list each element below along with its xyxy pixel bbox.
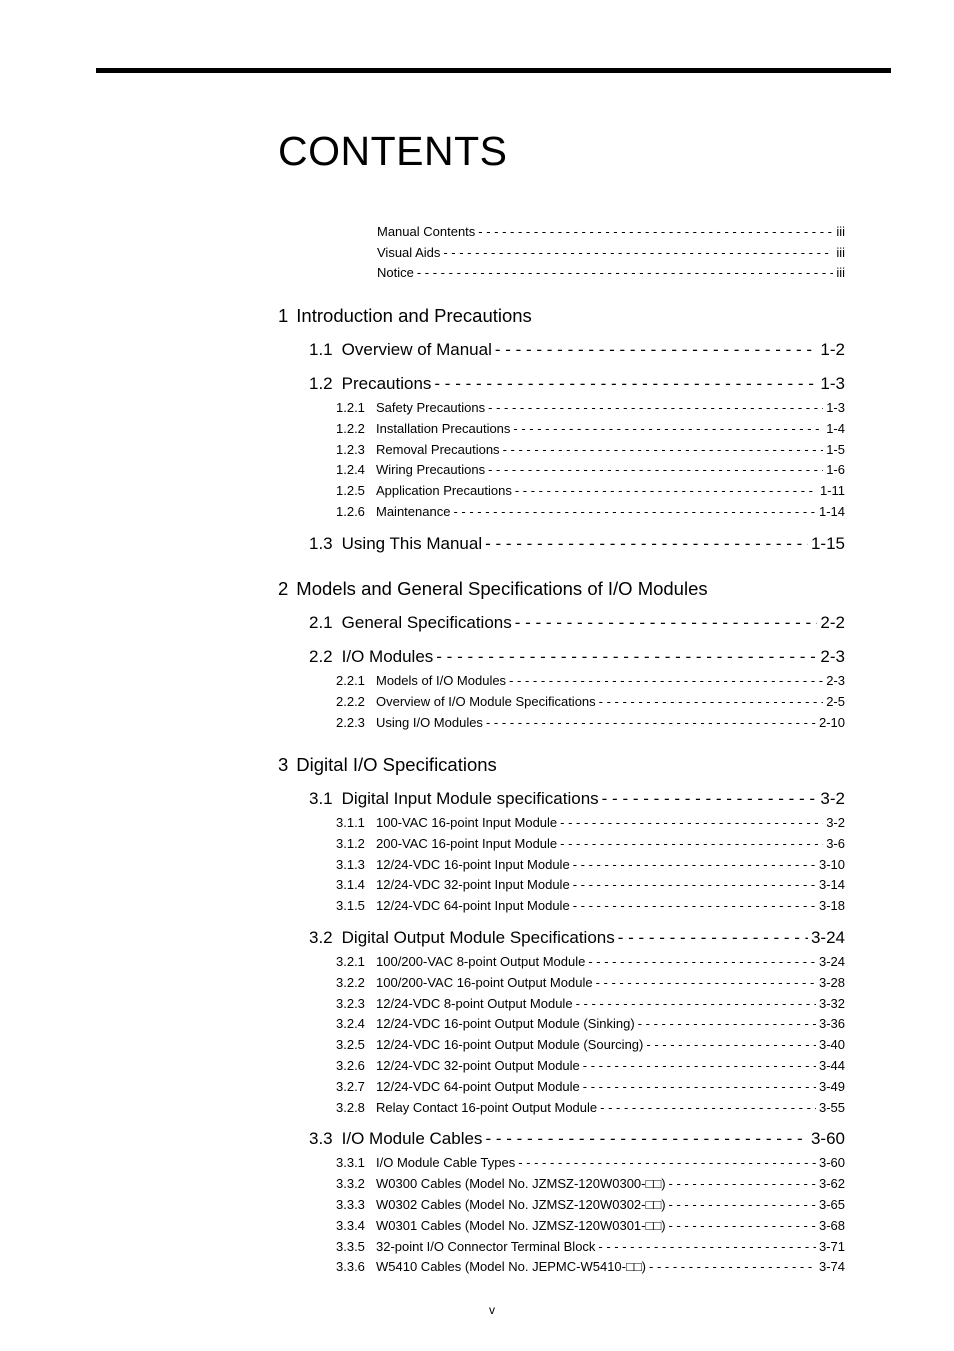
entry-page: 3-55: [818, 1099, 845, 1115]
dot-leader: [485, 534, 808, 554]
dot-leader: [573, 898, 816, 913]
entry-number: 1.2.2: [336, 420, 365, 436]
entry-page: 3-36: [818, 1016, 845, 1032]
entry-number: 2.2.3: [336, 714, 365, 730]
entry-title: Manual Contents: [377, 224, 476, 239]
dot-leader: [583, 1079, 816, 1094]
subsection-entry[interactable]: [336, 673, 845, 688]
entry-page: 3-74: [818, 1259, 845, 1275]
entry-page: 3-65: [818, 1197, 845, 1212]
entry-number: 3.3.1: [336, 1155, 365, 1171]
entry-number: 3.2: [309, 928, 333, 947]
dot-leader: [503, 442, 824, 457]
entry-page: 3-24: [810, 928, 845, 947]
subsection-entry[interactable]: [336, 1079, 845, 1094]
front-matter-entry[interactable]: [377, 245, 845, 260]
chapter-title: Introduction and Precautions: [296, 305, 532, 326]
entry-title: Precautions: [341, 374, 432, 393]
subsection-entry[interactable]: [336, 1058, 845, 1073]
entry-title: Overview of I/O Module Specifications: [376, 693, 596, 709]
entry-page: 1-15: [810, 533, 845, 553]
entry-page: 2-10: [818, 714, 845, 730]
dot-leader: [515, 483, 817, 498]
entry-title: 200-VAC 16-point Input Module: [376, 835, 558, 851]
dot-leader: [443, 245, 833, 260]
section-entry[interactable]: [309, 340, 845, 360]
entry-page: 3-44: [818, 1058, 845, 1073]
dot-leader: [573, 877, 816, 892]
entry-title: Wiring Precautions: [376, 462, 486, 478]
entry-page: 1-5: [826, 441, 845, 457]
dot-leader: [434, 374, 817, 394]
subsection-entry[interactable]: [336, 954, 845, 969]
subsection-entry[interactable]: [336, 462, 845, 477]
entry-number: 1.2.4: [336, 462, 365, 478]
front-matter-entry[interactable]: [377, 224, 845, 239]
entry-title: 32-point I/O Connector Terminal Block: [376, 1238, 596, 1254]
entry-number: 1.2.3: [336, 441, 365, 457]
entry-page: 1-2: [820, 340, 845, 359]
entry-title: 12/24-VDC 16-point Output Module (Sinking): [376, 1016, 635, 1032]
entry-page: 3-68: [818, 1217, 845, 1233]
entry-title: 12/24-VDC 32-point Output Module: [376, 1058, 580, 1073]
dot-leader: [513, 421, 823, 436]
entry-page: 3-6: [826, 835, 845, 851]
subsection-entry[interactable]: [336, 504, 845, 519]
entry-number: 1.2: [309, 374, 333, 393]
entry-number: 3.3.2: [336, 1176, 365, 1192]
entry-page: 1-3: [826, 400, 845, 415]
subsection-entry[interactable]: [336, 815, 845, 830]
entry-number: 3.2.1: [336, 954, 365, 969]
entry-number: 2.2.1: [336, 673, 365, 688]
subsection-entry[interactable]: [336, 1259, 845, 1274]
entry-title: Maintenance: [376, 504, 451, 519]
dot-leader: [488, 462, 823, 477]
entry-page: 1-11: [819, 483, 845, 499]
subsection-entry[interactable]: [336, 877, 845, 892]
entry-title: Digital Output Module Specifications: [341, 928, 615, 947]
dot-leader: [485, 1129, 808, 1149]
dot-leader: [509, 673, 823, 688]
subsection-entry[interactable]: [336, 694, 845, 709]
dot-leader: [669, 1197, 816, 1212]
entry-page: 3-18: [818, 898, 845, 914]
entry-title: 12/24-VDC 64-point Output Module: [376, 1078, 580, 1094]
entry-page: 1-4: [826, 420, 845, 436]
subsection-entry[interactable]: [336, 1016, 845, 1031]
entry-page: 3-24: [818, 954, 845, 969]
entry-page: 1-3: [820, 374, 845, 393]
chapter-number: 2: [278, 578, 289, 599]
dot-leader: [638, 1016, 816, 1031]
section-entry[interactable]: [309, 374, 845, 394]
entry-number: 3.3: [309, 1129, 333, 1149]
entry-title: Models of I/O Modules: [376, 673, 507, 688]
entry-number: 1.2.5: [336, 483, 365, 499]
entry-page: 3-71: [818, 1238, 845, 1254]
entry-number: 3.2.3: [336, 995, 365, 1011]
entry-page: 3-2: [820, 789, 845, 808]
section-entry[interactable]: [309, 789, 845, 809]
entry-number: 1.2.1: [336, 400, 365, 415]
subsection-entry[interactable]: [336, 1100, 845, 1115]
subsection-entry[interactable]: [336, 857, 845, 872]
subsection-entry[interactable]: [336, 1218, 845, 1233]
entry-page: 1-14: [818, 504, 845, 519]
entry-number: 3.1.3: [336, 856, 365, 872]
chapter-heading: [278, 305, 532, 327]
subsection-entry[interactable]: [336, 1155, 845, 1170]
entry-title: Application Precautions: [376, 483, 512, 499]
entry-number: 3.2.5: [336, 1037, 365, 1053]
entry-title: 12/24-VDC 64-point Input Module: [376, 898, 570, 914]
entry-number: 2.2: [309, 647, 333, 666]
section-entry[interactable]: [309, 928, 845, 948]
entry-title: I/O Module Cables: [341, 1129, 483, 1149]
entry-title: 100/200-VAC 16-point Output Module: [376, 974, 593, 990]
dot-leader: [576, 996, 816, 1011]
entry-title: Digital Input Module specifications: [341, 789, 599, 808]
dot-leader: [646, 1037, 816, 1052]
subsection-entry[interactable]: [336, 1176, 845, 1191]
entry-title: W0300 Cables (Model No. JZMSZ-120W0300-□□): [376, 1176, 666, 1192]
page-folio: v: [489, 1303, 495, 1317]
entry-title: Relay Contact 16-point Output Module: [376, 1099, 598, 1115]
entry-number: 1.1: [309, 340, 333, 359]
dot-leader: [560, 815, 823, 830]
entry-page: 3-62: [818, 1176, 845, 1192]
entry-page: 3-60: [810, 1129, 845, 1149]
dot-leader: [573, 857, 816, 872]
entry-number: 3.2.2: [336, 974, 365, 990]
entry-number: 3.1.1: [336, 815, 365, 830]
dot-leader: [669, 1218, 816, 1233]
subsection-entry[interactable]: [336, 898, 845, 913]
chapter-heading: [278, 754, 497, 776]
entry-page: 2-3: [826, 673, 845, 688]
dot-leader: [518, 1155, 816, 1170]
entry-title: Notice: [377, 265, 414, 280]
section-entry[interactable]: [309, 613, 845, 633]
entry-title: 12/24-VDC 8-point Output Module: [376, 995, 573, 1011]
dot-leader: [599, 694, 824, 709]
dot-leader: [669, 1176, 816, 1191]
entry-title: Installation Precautions: [376, 420, 511, 436]
entry-number: 3.3.5: [336, 1238, 365, 1254]
dot-leader: [602, 789, 818, 809]
subsection-entry[interactable]: [336, 421, 845, 436]
subsection-entry[interactable]: [336, 1037, 845, 1052]
entry-title: General Specifications: [341, 613, 512, 632]
entry-title: 12/24-VDC 32-point Input Module: [376, 877, 570, 893]
entry-title: Using This Manual: [341, 533, 483, 553]
entry-number: 3.1.5: [336, 898, 365, 914]
entry-page: 1-6: [826, 462, 845, 478]
dot-leader: [488, 400, 823, 415]
entry-number: 3.2.4: [336, 1016, 365, 1032]
entry-title: W5410 Cables (Model No. JEPMC-W5410-□□): [376, 1259, 647, 1275]
front-matter-entry[interactable]: [377, 265, 845, 280]
entry-page: 3-40: [818, 1037, 845, 1053]
entry-title: Removal Precautions: [376, 441, 500, 457]
subsection-entry[interactable]: [336, 715, 845, 730]
section-entry[interactable]: [309, 534, 845, 554]
entry-title: 12/24-VDC 16-point Output Module (Sourcing): [376, 1037, 644, 1053]
entry-page: 3-49: [818, 1078, 845, 1094]
chapter-heading: [278, 578, 708, 600]
section-entry[interactable]: [309, 647, 845, 667]
section-entry[interactable]: [309, 1129, 845, 1149]
entry-page: 2-3: [820, 647, 845, 666]
dot-leader: [588, 954, 816, 969]
dot-leader: [583, 1058, 816, 1073]
subsection-entry[interactable]: [336, 836, 845, 851]
entry-number: 2.1: [309, 613, 333, 632]
entry-title: 12/24-VDC 16-point Input Module: [376, 856, 570, 872]
entry-title: 100/200-VAC 8-point Output Module: [376, 954, 586, 969]
chapter-title: Models and General Specifications of I/O Modules: [296, 578, 708, 599]
entry-title: 100-VAC 16-point Input Module: [376, 815, 558, 830]
entry-page: iii: [836, 265, 845, 280]
dot-leader: [596, 975, 816, 990]
entry-number: 3.3.6: [336, 1259, 365, 1275]
entry-page: 3-60: [818, 1155, 845, 1171]
dot-leader: [453, 504, 816, 519]
entry-number: 3.2.8: [336, 1099, 365, 1115]
subsection-entry[interactable]: [336, 400, 845, 415]
dot-leader: [649, 1259, 816, 1274]
entry-number: 3.1.4: [336, 877, 365, 893]
page-title: CONTENTS: [278, 128, 508, 174]
entry-title: I/O Modules: [341, 647, 434, 666]
entry-number: 1.3: [309, 533, 333, 553]
subsection-entry[interactable]: [336, 996, 845, 1011]
dot-leader: [495, 340, 818, 360]
dot-leader: [600, 1100, 816, 1115]
entry-title: W0301 Cables (Model No. JZMSZ-120W0301-□□): [376, 1217, 666, 1233]
entry-number: 3.2.6: [336, 1058, 365, 1073]
chapter-title: Digital I/O Specifications: [296, 754, 497, 775]
entry-page: 3-32: [818, 995, 845, 1011]
dot-leader: [436, 647, 817, 667]
entry-title: Using I/O Modules: [376, 714, 483, 730]
entry-title: Visual Aids: [377, 244, 441, 260]
subsection-entry[interactable]: [336, 442, 845, 457]
dot-leader: [515, 613, 818, 633]
entry-number: 3.2.7: [336, 1078, 365, 1094]
subsection-entry[interactable]: [336, 975, 845, 990]
entry-page: iii: [836, 224, 845, 239]
subsection-entry[interactable]: [336, 1239, 845, 1254]
entry-number: 3.1: [309, 789, 333, 808]
entry-title: I/O Module Cable Types: [376, 1155, 516, 1171]
dot-leader: [478, 224, 833, 239]
subsection-entry[interactable]: [336, 483, 845, 498]
entry-page: 2-2: [820, 613, 845, 632]
chapter-number: 3: [278, 754, 289, 775]
entry-page: 2-5: [826, 693, 845, 709]
subsection-entry[interactable]: [336, 1197, 845, 1212]
dot-leader: [486, 715, 816, 730]
entry-title: W0302 Cables (Model No. JZMSZ-120W0302-□□): [376, 1197, 666, 1212]
entry-number: 3.3.4: [336, 1217, 365, 1233]
entry-number: 1.2.6: [336, 504, 365, 519]
entry-page: 3-28: [818, 974, 845, 990]
entry-number: 2.2.2: [336, 693, 365, 709]
dot-leader: [618, 928, 808, 948]
entry-page: iii: [836, 244, 845, 260]
entry-title: Safety Precautions: [376, 400, 486, 415]
entry-number: 3.1.2: [336, 835, 365, 851]
chapter-number: 1: [278, 305, 289, 326]
dot-leader: [598, 1239, 816, 1254]
entry-page: 3-14: [818, 877, 845, 893]
entry-title: Overview of Manual: [341, 340, 492, 359]
dot-leader: [560, 836, 823, 851]
entry-page: 3-10: [818, 856, 845, 872]
dot-leader: [417, 265, 833, 280]
entry-page: 3-2: [826, 815, 845, 830]
entry-number: 3.3.3: [336, 1197, 365, 1212]
